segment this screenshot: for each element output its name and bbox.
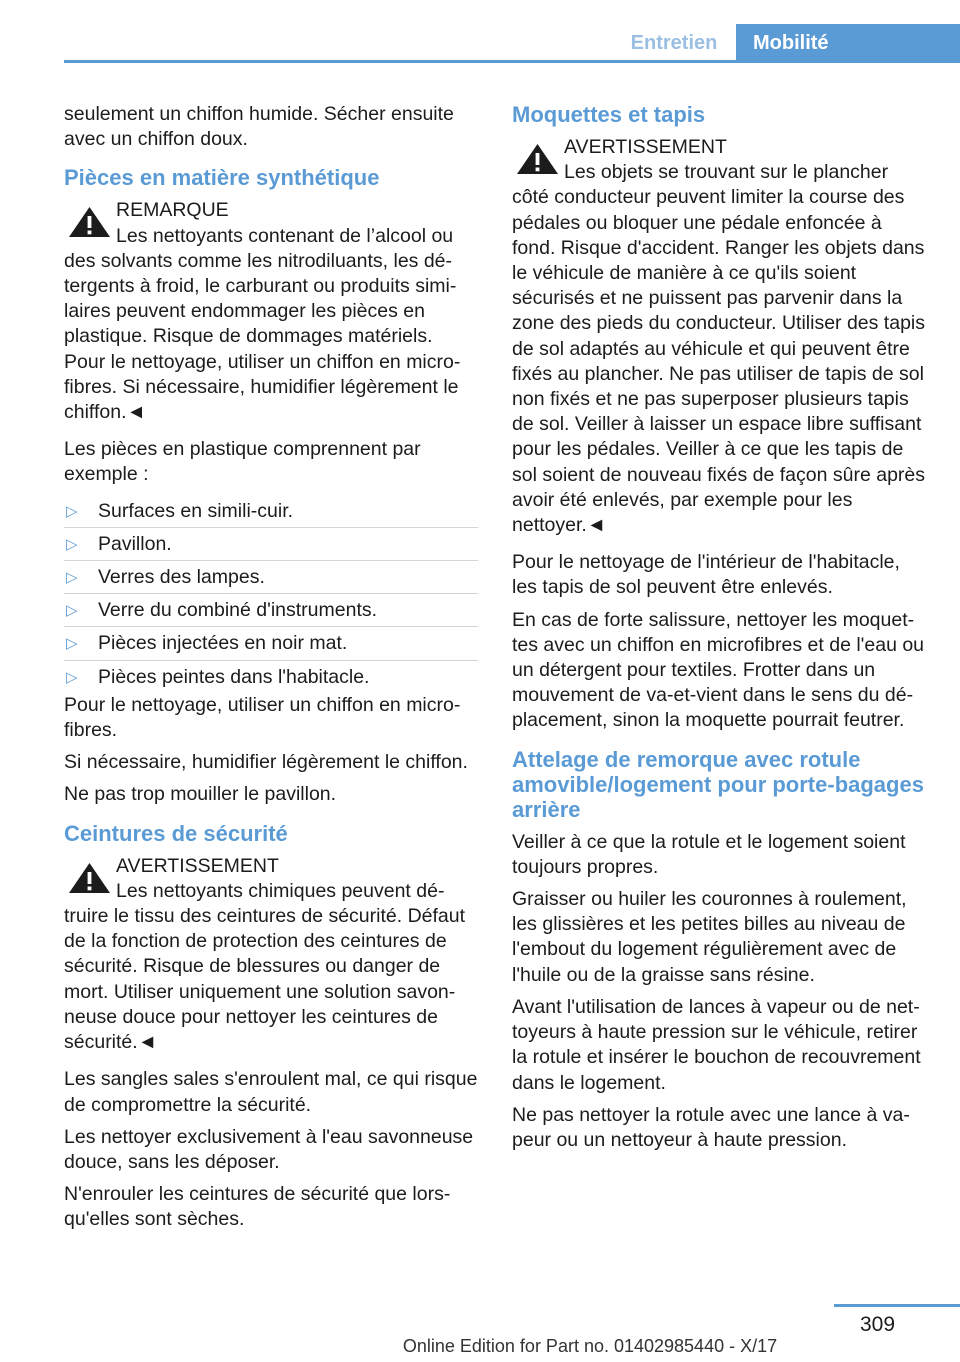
heading-seat-belts: Ceintures de sécurité [64, 820, 288, 846]
heading-synthetic-parts: Pièces en matière synthétique [64, 165, 380, 191]
notice-label: AVERTISSEMENT [116, 854, 279, 877]
soap-water-paragraph: Les nettoyer exclusivement à l'eau savonneuse douce, sans les déposer. [64, 1125, 474, 1173]
triangle-bullet-icon: ▷ [66, 535, 78, 553]
list-item: ▷ Pièces peintes dans l'habitacle. [64, 661, 478, 693]
triangle-bullet-icon: ▷ [66, 569, 78, 587]
heavy-soiling-paragraph: En cas de forte salissure, nettoyer les moquettes avec un chiffon en microfibres et de l'eau ou un détergent pour textiles. Frotter dans un mouvement de va-et-vient dans le sens du déplacement, sinon la moquette pourrait feutrer. [512, 608, 925, 732]
list-item: ▷ Pavillon. [64, 528, 478, 561]
pavillon-paragraph: Ne pas trop mouiller le pavillon. [64, 783, 337, 806]
header-rule [64, 60, 960, 63]
roll-up-paragraph: N'enrouler les ceintures de sécurité que lorsqu'elles sont sèches. [64, 1183, 451, 1231]
notice-label: AVERTISSEMENT [564, 136, 727, 158]
warning-icon [512, 139, 563, 178]
notice-text: Les nettoyants contenant de l’alcool ou des solvants comme les nitrodiluants, les détergents à froid, le carburant ou produits similaires peuvent endommager les pièces en plastique. Risque de dommages matériels. Pour le nettoyage, utiliser un chiffon en microfibres. Si nécessaire, humidifier légèrement le chiffon.◄ [64, 224, 461, 424]
grease-paragraph: Graisser ou huiler les couronnes à roulement, les glissières et les petites billes au niveau de l'embout du logement régulièrement avec de l'huile ou de la graisse sans résine. [512, 888, 907, 986]
straps-paragraph: Les sangles sales s'enroulent mal, ce qui risque de compromettre la sécurité. [64, 1068, 478, 1116]
heading-towbar: Attelage de remorque avec rotule amovible/logement pour porte-bagages arrière [512, 746, 924, 822]
triangle-bullet-icon: ▷ [66, 502, 78, 520]
mats-removable-paragraph: Pour le nettoyage de l'intérieur de l'habitacle, les tapis de sol peuvent être enlevés. [512, 551, 900, 599]
microfiber-paragraph: Pour le nettoyage, utiliser un chiffon en microfibres. [64, 693, 461, 742]
triangle-bullet-icon: ▷ [66, 668, 78, 686]
footer-rule [834, 1304, 960, 1307]
steam-lance-paragraph: Avant l'utilisation de lances à vapeur ou de nettoyeurs à haute pression sur le véhicule, retirer la rotule et insérer le bouchon de recouvrement dans le logement. [512, 995, 921, 1094]
right-column [512, 102, 928, 1160]
list-item: ▷ Surfaces en simili-cuir. [64, 495, 478, 528]
page-number: 309 [860, 1313, 896, 1336]
notice-avertissement [64, 854, 478, 1056]
tab-entretien[interactable]: Entretien [630, 32, 718, 54]
notice-text: Les nettoyants chimiques peuvent détruire le tissu des ceintures de sécurité. Défaut de la fonction de protection des ceintures de sécurité. Risque de blessures ou danger de mort. Utiliser uniquement une solution savonneuse douce pour nettoyer les ceintures de sécurité.◄ [64, 879, 466, 1054]
plastic-parts-list [64, 495, 478, 693]
notice-avertissement [512, 135, 928, 538]
notice-text: Les objets se trouvant sur le plancher côté conducteur peuvent limiter la course des pédales ou bloquer une pédale enfoncée à fond. Risque d'accident. Ranger les objets dans le véhicule de manière à ce qu'ils soient sécurisés et ne puissent pas parvenir dans la zone des pieds du conducteur. Utiliser des tapis de sol adaptés au véhicule et qui peuvent être fixés au plancher. Ne pas utiliser de tapis de sol non fixés et ne pas superposer plusieurs tapis de sol. Veiller à laisser un espace libre suffisant pour les pédales. Veiller à ce que les tapis de sol soient de nouveau fixés de façon sûre après avoir été enlevés, par exemple pour les nettoyer.◄ [512, 161, 926, 537]
edition-footer: Online Edition for Part no. 01402985440 - X/17 [402, 1336, 778, 1356]
warning-icon [64, 858, 115, 897]
warning-icon [64, 202, 115, 241]
plastic-intro: Les pièces en plastique comprennent par exemple : [64, 438, 421, 486]
tab-mobilite[interactable]: Mobilité [736, 24, 960, 63]
left-column [64, 102, 478, 1240]
keep-clean-paragraph: Veiller à ce que la rotule et le logement soient toujours propres. [512, 830, 906, 878]
triangle-bullet-icon: ▷ [66, 602, 78, 620]
notice-remarque [64, 198, 478, 425]
humidify-paragraph: Si nécessaire, humidifier légèrement le chiffon. [64, 751, 468, 774]
triangle-bullet-icon: ▷ [66, 635, 78, 653]
list-item: ▷ Verres des lampes. [64, 561, 478, 594]
notice-label: REMARQUE [116, 199, 229, 222]
no-pressure-paragraph: Ne pas nettoyer la rotule avec une lance à vapeur ou un nettoyeur à haute pression. [512, 1103, 910, 1151]
heading-carpets: Moquettes et tapis [512, 102, 706, 127]
list-item: ▷ Pièces injectées en noir mat. [64, 627, 478, 660]
intro-paragraph: seulement un chiffon humide. Sécher ensuite avec un chiffon doux. [64, 103, 454, 151]
list-item: ▷ Verre du combiné d'instruments. [64, 594, 478, 627]
